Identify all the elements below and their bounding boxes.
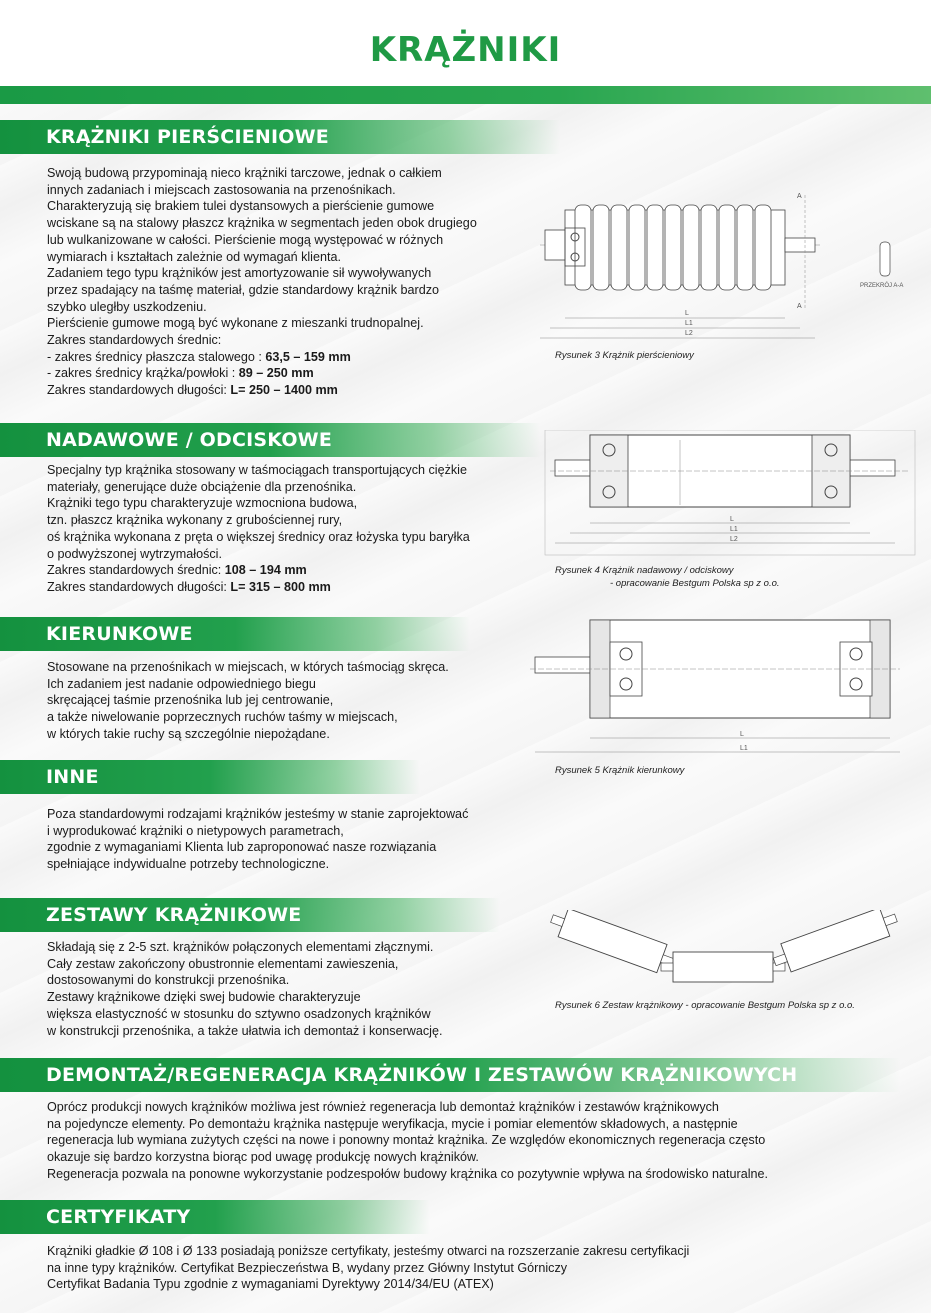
section-heading-pierscieniowe: KRĄŻNIKI PIERŚCIENIOWE	[0, 120, 560, 154]
text-line: Krążniki gładkie Ø 108 i Ø 133 posiadają poniższe certyfikaty, jesteśmy otwarci na rozszerzanie zakresu certyfikacji	[47, 1244, 690, 1258]
text-line: Specjalny typ krążnika stosowany w taśmociągach transportujących ciężkie	[47, 463, 467, 477]
figure-caption: Rysunek 6 Zestaw krążnikowy - opracowanie Bestgum Polska sp z o.o.	[555, 1000, 855, 1011]
kierunkowe-text	[47, 659, 449, 743]
text-line: w których takie ruchy są szczególnie niepożądane.	[47, 726, 330, 741]
text-line: wymiarach i kształtach zależnie od wymagań klienta.	[47, 249, 341, 264]
text-line: Certyfikat Badania Typu zgodnie z wymaganiami Dyrektywy 2014/34/EU (ATEX)	[47, 1277, 494, 1292]
figure-caption-line2: - opracowanie Bestgum Polska sp z o.o.	[610, 578, 780, 589]
text-line: Składają się z 2-5 szt. krążników połączonych elementami złącznymi.	[47, 940, 434, 954]
text-line: Zakres standardowych średnic:	[47, 333, 222, 348]
section-heading-kierunkowe: KIERUNKOWE	[0, 617, 470, 651]
text-line: materiały, generujące duże obciążenie dla przenośnika.	[47, 479, 357, 494]
section-heading-zestawy: ZESTAWY KRĄŻNIKOWE	[0, 898, 500, 932]
figure-ring-roller	[535, 190, 845, 350]
text-line: okazuje się bardzo korzystna biorąc pod uwagę produkcję nowych krążników.	[47, 1150, 479, 1165]
figure-caption-line1: Rysunek 4 Krążnik nadawowy / odciskowy	[555, 565, 734, 576]
spec-value: 108 – 194 mm	[224, 563, 307, 578]
text-line: Zestawy krążnikowe dzięki swej budowie charakteryzuje	[47, 990, 361, 1005]
text-line: Zadaniem tego typu krążników jest amortyzowanie sił wywoływanych	[47, 266, 432, 281]
text-line: i wyprodukować krążniki o nietypowych parametrach,	[47, 823, 344, 838]
text-line: Stosowane na przenośnikach w miejscach, w których taśmociąg skręca.	[47, 660, 449, 674]
dim-l1: L1	[730, 526, 738, 533]
spec-value: L= 250 – 1400 mm	[230, 383, 338, 398]
text-line: na pojedyncze elementy. Po demontażu krążnika następuje weryfikacja, mycie i pomiar elementów składowych, a następnie	[47, 1116, 738, 1131]
spec-label: Zakres standardowych średnic:	[47, 563, 225, 578]
text-line: Oprócz produkcji nowych krążników możliwa jest również regeneracja lub demontaż krążników i zestawów krążnikowych	[47, 1100, 719, 1114]
figure-section-aa	[876, 240, 898, 280]
figure-caption: Rysunek 3 Krążnik pierścieniowy	[555, 350, 694, 361]
text-line: a także niwelowanie poprzecznych ruchów taśmy w miejscach,	[47, 710, 398, 725]
text-line: zgodnie z wymaganiami Klienta lub zaproponować nasze rozwiązania	[47, 840, 437, 855]
text-line: lub wulkanizowane w całości. Pierścienie mogą występować w różnych	[47, 232, 444, 247]
text-line: skręcającej taśmie przenośnika lub jej centrowanie,	[47, 693, 334, 708]
section-heading-inne: INNE	[0, 760, 420, 794]
text-line: dostosowanymi do konstrukcji przenośnika.	[47, 973, 290, 988]
figure-roller-set	[548, 910, 908, 990]
section-heading-certyfikaty: CERTYFIKATY	[0, 1200, 430, 1234]
spec-label: Zakres standardowych długości:	[47, 579, 231, 594]
text-line: regeneracja lub wymiana zużytych części na nowe i ponowny montaż krążnika. Ze względów ekonomicznych regeneracja często	[47, 1133, 766, 1148]
text-line: Regeneracja pozwala na ponowne wykorzystanie podzespołów budowy krążnika co pozytywnie wpływa na środowisko naturalne.	[47, 1166, 769, 1181]
spec-line	[47, 382, 477, 399]
section-heading-demontaz: DEMONTAŻ/REGENERACJA KRĄŻNIKÓW I ZESTAWÓW KRĄŻNIKOWYCH	[0, 1058, 900, 1092]
dim-a-bottom: A	[797, 303, 802, 310]
text-line: większa elastyczność w stosunku do sztywno osadzonych krążników	[47, 1006, 431, 1021]
text-line: Charakteryzują się brakiem tulei dystansowych a pierścienie gumowe	[47, 199, 435, 214]
spec-line	[47, 365, 477, 382]
text-line: Swoją budową przypominają nieco krążniki tarczowe, jednak o całkiem	[47, 166, 442, 180]
text-line: Cały zestaw zakończony obustronnie elementami zawieszenia,	[47, 956, 399, 971]
spec-label: - zakres średnicy płaszcza stalowego :	[47, 349, 266, 364]
dim-l1: L1	[740, 745, 748, 752]
spec-value: 63,5 – 159 mm	[265, 349, 351, 364]
text-line: Ich zadaniem jest nadanie odpowiedniego biegu	[47, 676, 316, 691]
nadawowe-text	[47, 462, 470, 596]
spec-label: - zakres średnicy krążka/powłoki :	[47, 366, 239, 381]
page-title: KRĄŻNIKI	[369, 30, 562, 70]
pierscieniowe-text	[47, 165, 477, 399]
text-line: o podwyższonej wytrzymałości.	[47, 546, 222, 561]
section-aa-label: PRZEKRÓJ A-A	[860, 283, 904, 289]
text-line: w konstrukcji przenośnika, a także ułatwia ich demontaż i konserwację.	[47, 1023, 443, 1038]
text-line: przez spadający na taśmę materiał, gdzie standardowy krążnik bardzo	[47, 282, 439, 297]
dim-l: L	[685, 310, 689, 317]
spec-line	[47, 579, 470, 596]
text-line: Krążniki tego typu charakteryzuje wzmocniona budowa,	[47, 496, 358, 511]
text-line: Poza standardowymi rodzajami krążników jesteśmy w stanie zaprojektować	[47, 807, 469, 821]
figure-impact-roller	[540, 430, 920, 558]
section-heading-nadawowe: NADAWOWE / ODCISKOWE	[0, 423, 540, 457]
demontaz-text	[47, 1099, 768, 1183]
spec-value: 89 – 250 mm	[238, 366, 314, 381]
text-line: szybko uległby uszkodzeniu.	[47, 299, 207, 314]
dim-l2: L2	[730, 536, 738, 543]
zestawy-text	[47, 939, 443, 1039]
text-line: Pierścienie gumowe mogą być wykonane z mieszanki trudnopalnej.	[47, 316, 424, 331]
figure-guide-roller	[515, 612, 905, 762]
dim-l: L	[740, 731, 744, 738]
certyfikaty-text	[47, 1243, 689, 1293]
inne-text	[47, 806, 468, 873]
text-line: spełniające indywidualne potrzeby technologiczne.	[47, 857, 330, 872]
header-green-band	[0, 86, 931, 104]
dim-l: L	[730, 516, 734, 523]
figure-caption: Rysunek 5 Krążnik kierunkowy	[555, 765, 685, 776]
dim-l2: L2	[685, 330, 693, 337]
text-line: wciskane są na stalowy płaszcz krążnika w segmentach jeden obok drugiego	[47, 216, 477, 231]
dim-a-top: A	[797, 193, 802, 200]
text-line: na inne typy krążników. Certyfikat Bezpieczeństwa B, wydany przez Główny Instytut Górniczy	[47, 1260, 568, 1275]
spec-line	[47, 349, 477, 366]
text-line: oś krążnika wykonana z pręta o większej średnicy oraz łożyska typu baryłka	[47, 529, 470, 544]
spec-label: Zakres standardowych długości:	[47, 383, 231, 398]
spec-value: L= 315 – 800 mm	[230, 579, 331, 594]
spec-line	[47, 562, 470, 579]
text-line: tzn. płaszcz krążnika wykonany z grubościennej rury,	[47, 513, 343, 528]
text-line: innych zadaniach i miejscach zastosowania na przenośnikach.	[47, 182, 396, 197]
dim-l1: L1	[685, 320, 693, 327]
